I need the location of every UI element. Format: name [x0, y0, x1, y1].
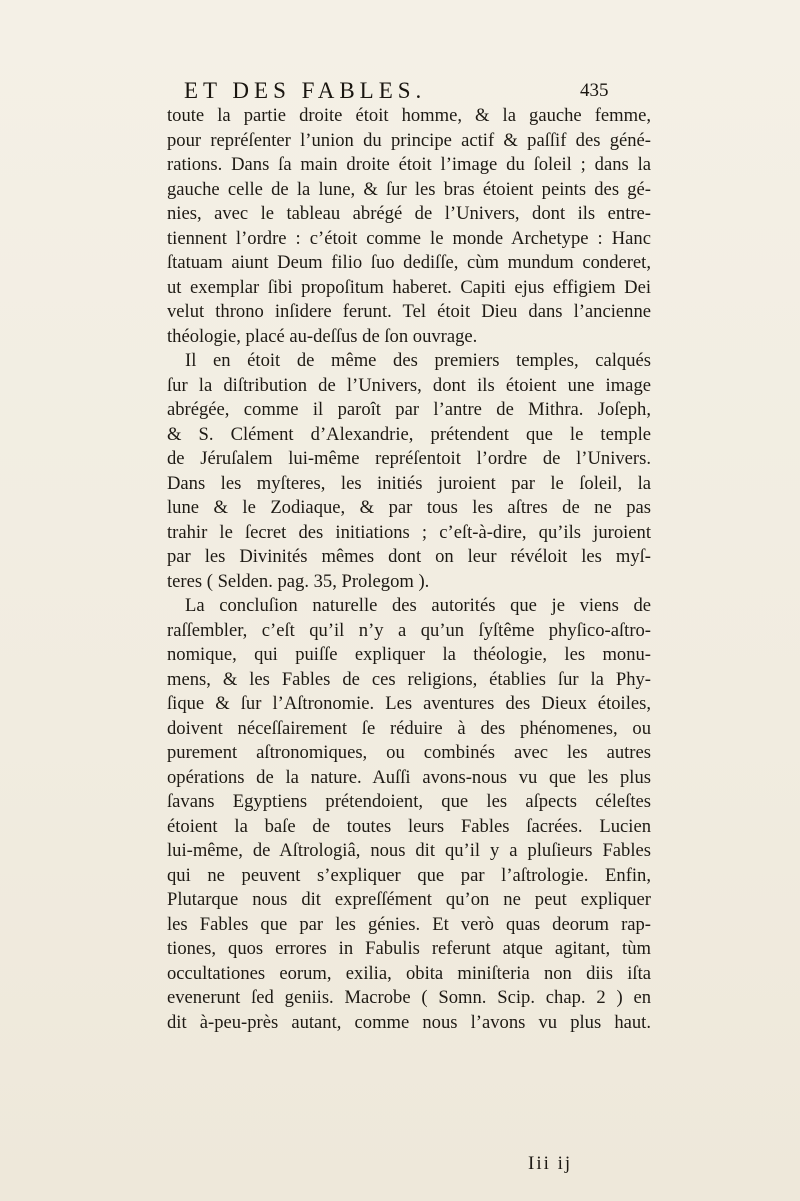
- text-line: abrégée, comme il paroît par l’antre de Mithra. Joſeph,: [167, 399, 651, 420]
- text-line: raſſembler, c’eſt qu’il n’y a qu’un ſyſtême phyſico-aſtro-: [167, 619, 651, 641]
- text-line: de Jéruſalem lui-même repréſentoit l’ordre de l’Univers.: [167, 448, 651, 469]
- signature-mark: Iii ij: [528, 1153, 573, 1174]
- text-line: La concluſion naturelle des autorités que je viens de: [185, 595, 651, 616]
- text-line: occultationes eorum, exilia, obita miniſteria non diis iſta: [167, 962, 651, 984]
- text-line: tiones, quos errores in Fabulis referunt atque agitant, tùm: [167, 938, 651, 959]
- text-line: opérations de la nature. Auſſi avons-nous vu que les plus: [167, 766, 651, 788]
- text-line: Dans les myſteres, les initiés juroient par le ſoleil, la: [167, 472, 651, 494]
- text-line: teres ( Selden. pag. 35, Prolegom ).: [167, 570, 430, 592]
- body-text: [167, 104, 651, 1035]
- text-line: rations. Dans ſa main droite étoit l’image du ſoleil ; dans la: [167, 154, 651, 175]
- text-line: ſavans Egyptiens prétendoient, que les aſpects céleſtes: [167, 791, 651, 812]
- text-line: étoient la baſe de toutes leurs Fables ſacrées. Lucien: [167, 815, 651, 837]
- text-line: velut throno inſidere ferunt. Tel étoit Dieu dans l’ancienne: [167, 301, 651, 322]
- text-line: nies, avec le tableau abrégé de l’Univers, dont ils entre-: [167, 203, 651, 224]
- text-line: pour repréſenter l’union du principe actif & paſſif des géné-: [167, 129, 651, 151]
- text-line: toute la partie droite étoit homme, & la gauche femme,: [167, 105, 651, 126]
- text-line: Il en étoit de même des premiers temples, calqués: [185, 350, 651, 371]
- text-line: ut exemplar ſibi propoſitum haberet. Capiti ejus effigiem Dei: [167, 276, 651, 298]
- text-line: Plutarque nous dit expreſſément qu’on ne peut expliquer: [167, 889, 651, 910]
- text-line: qui ne peuvent s’expliquer que par l’aſtrologie. Enfin,: [167, 864, 651, 886]
- text-line: trahir le ſecret des initiations ; c’eſt-à-dire, qu’ils juroient: [167, 521, 651, 543]
- text-line: mens, & les Fables de ces religions, établies ſur la Phy-: [167, 668, 651, 690]
- text-line: par les Divinités mêmes dont on leur révéloit les myſ-: [167, 546, 651, 567]
- text-line: ſtatuam aiunt Deum filio ſuo dediſſe, cùm mundum conderet,: [167, 252, 651, 273]
- text-line: & S. Clément d’Alexandrie, prétendent que le temple: [167, 423, 651, 445]
- text-line: ſique & ſur l’Aſtronomie. Les aventures des Dieux étoiles,: [167, 693, 651, 714]
- running-head: ET DES FABLES.: [184, 78, 427, 103]
- text-line: théologie, placé au-deſſus de ſon ouvrage.: [167, 325, 478, 347]
- text-line: ſur la diſtribution de l’Univers, dont ils étoient une image: [167, 374, 651, 396]
- text-line: tiennent l’ordre : c’étoit comme le monde Archetype : Hanc: [167, 227, 651, 249]
- page-number: 435: [580, 80, 609, 101]
- text-line: purement aſtronomiques, ou combinés avec les autres: [167, 742, 651, 763]
- text-line: gauche celle de la lune, & ſur les bras étoient peints des gé-: [167, 178, 651, 200]
- text-line: lune & le Zodiaque, & par tous les aſtres de ne pas: [167, 497, 651, 518]
- text-line: doivent néceſſairement ſe réduire à des phénomenes, ou: [167, 717, 651, 739]
- text-line: evenerunt ſed geniis. Macrobe ( Somn. Scip. chap. 2 ) en: [167, 987, 651, 1008]
- text-line: dit à-peu-près autant, comme nous l’avons vu plus haut.: [167, 1011, 651, 1033]
- text-line: les Fables que par les génies. Et verò quas deorum rap-: [167, 913, 651, 935]
- text-line: lui-même, de Aſtrologiâ, nous dit qu’il y a pluſieurs Fables: [167, 840, 651, 861]
- text-line: nomique, qui puiſſe expliquer la théologie, les monu-: [167, 644, 651, 665]
